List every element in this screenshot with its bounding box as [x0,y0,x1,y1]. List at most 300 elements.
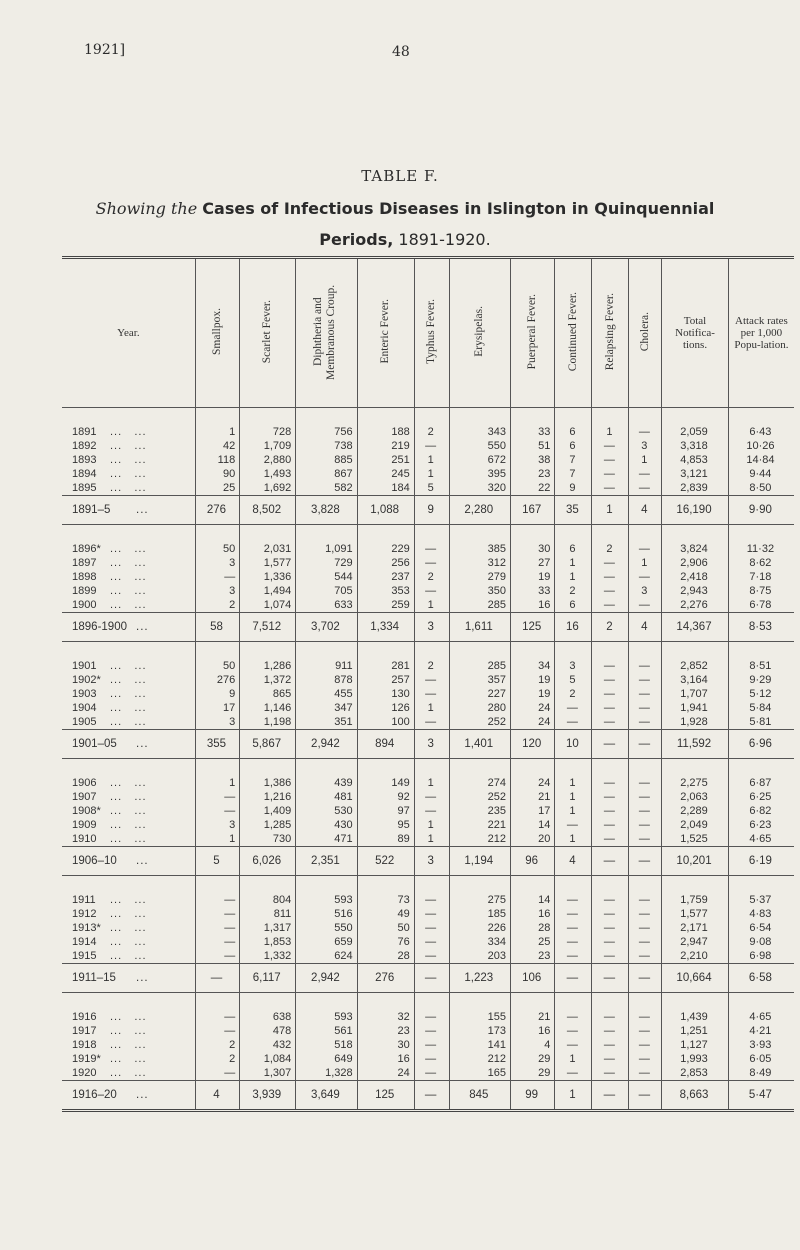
value-cell: 756 [296,408,357,440]
value-cell: 229 [357,525,414,557]
year-cell: 1915 ... ... [72,950,147,962]
value-cell: 9·08 [728,935,794,949]
value-cell: — [592,715,629,730]
value-cell: 334 [449,935,510,949]
value-cell: 1 [555,556,592,570]
total-value-cell: 5,867 [240,730,296,759]
value-cell: — [629,921,662,935]
value-cell: 90 [195,467,239,481]
year-cell: 1914 ... ... [72,936,147,948]
value-cell: — [629,525,662,557]
value-cell: 7 [555,453,592,467]
value-cell: — [555,1024,592,1038]
value-cell: 20 [510,832,554,847]
value-cell: 6·87 [728,759,794,791]
table-row [62,701,794,715]
total-value-cell: 4 [629,496,662,525]
value-cell: 395 [449,467,510,481]
value-cell: 165 [449,1066,510,1081]
period-label-cell: 1901–05 ... [62,730,195,759]
table-row [62,642,794,674]
value-cell: 2,880 [240,453,296,467]
value-cell: 19 [510,570,554,584]
value-cell: — [592,598,629,613]
value-cell: — [592,570,629,584]
total-value-cell: 4 [555,847,592,876]
table-row [62,439,794,453]
header-row [62,258,794,408]
total-value-cell: 2,942 [296,964,357,993]
value-cell: 5 [555,673,592,687]
value-cell: — [629,467,662,481]
period-total-row [62,496,794,525]
year-cell: 1907 ... ... [72,791,147,803]
total-value-cell: — [592,1081,629,1111]
table-row [62,804,794,818]
value-cell: — [592,673,629,687]
value-cell: — [629,715,662,730]
value-cell: — [592,790,629,804]
value-cell: 8·62 [728,556,794,570]
value-cell: 350 [449,584,510,598]
year-cell: 1919* ... ... [72,1053,147,1065]
value-cell: — [629,642,662,674]
value-cell: — [629,1066,662,1081]
total-value-cell: 276 [357,964,414,993]
period-group [62,525,794,642]
value-cell: 280 [449,701,510,715]
value-cell: — [414,1038,449,1052]
value-cell: 8·49 [728,1066,794,1081]
value-cell: 455 [296,687,357,701]
value-cell: 14·84 [728,453,794,467]
year-cell: 1893 ... ... [72,454,147,466]
value-cell: — [629,949,662,964]
value-cell: 1,759 [662,876,729,908]
value-cell: 1 [414,453,449,467]
value-cell: 2,853 [662,1066,729,1081]
value-cell: 4·83 [728,907,794,921]
total-value-cell: 6·58 [728,964,794,993]
value-cell: 347 [296,701,357,715]
value-cell: 9 [555,481,592,496]
value-cell: 1 [195,759,239,791]
value-cell: — [629,408,662,440]
table-row [62,687,794,701]
value-cell: 357 [449,673,510,687]
total-value-cell: 1,194 [449,847,510,876]
value-cell: — [414,993,449,1025]
total-value-cell: 58 [195,613,239,642]
value-cell: 149 [357,759,414,791]
value-cell: — [195,993,239,1025]
value-cell: 29 [510,1052,554,1066]
value-cell: — [592,1052,629,1066]
value-cell: 17 [195,701,239,715]
value-cell: 1,577 [240,556,296,570]
value-cell: 2,171 [662,921,729,935]
year-cell: 1913* ... ... [72,922,147,934]
year-cell: 1916 ... ... [72,1011,147,1023]
year-cell: 1909 ... ... [72,819,147,831]
value-cell: 281 [357,642,414,674]
value-cell: 1 [195,408,239,440]
value-cell: 4,853 [662,453,729,467]
value-cell: 1 [414,467,449,481]
value-cell: — [592,439,629,453]
value-cell: 1,386 [240,759,296,791]
value-cell: 3 [629,439,662,453]
table-row [62,556,794,570]
year-cell: 1896* ... ... [72,543,147,555]
total-value-cell: 9 [414,496,449,525]
value-cell: 1,091 [296,525,357,557]
value-cell: 16 [510,1024,554,1038]
value-cell: 6·05 [728,1052,794,1066]
value-cell: — [629,818,662,832]
value-cell: 1 [414,818,449,832]
value-cell: 95 [357,818,414,832]
total-value-cell: 845 [449,1081,510,1111]
col-header-total-notifications: Total Notifica-tions. [662,258,729,408]
value-cell: 24 [510,715,554,730]
total-value-cell: — [592,730,629,759]
value-cell: — [592,759,629,791]
value-cell: 3 [195,584,239,598]
total-value-cell: 125 [510,613,554,642]
value-cell: 245 [357,467,414,481]
value-cell: 23 [510,467,554,481]
value-cell: — [629,804,662,818]
value-cell: 728 [240,408,296,440]
value-cell: 1,074 [240,598,296,613]
total-value-cell: 99 [510,1081,554,1111]
year-cell: 1908* ... ... [72,805,147,817]
value-cell: 1,709 [240,439,296,453]
table-row [62,1052,794,1066]
value-cell: — [629,1024,662,1038]
total-value-cell: 14,367 [662,613,729,642]
value-cell: 16 [510,598,554,613]
table-row [62,408,794,440]
total-value-cell: 3,702 [296,613,357,642]
value-cell: — [629,687,662,701]
value-cell: — [592,701,629,715]
value-cell: 23 [510,949,554,964]
total-value-cell: — [555,964,592,993]
value-cell: 1,494 [240,584,296,598]
value-cell: — [555,907,592,921]
table-title: TABLE F. [361,167,439,185]
value-cell: — [414,673,449,687]
table-row [62,949,794,964]
value-cell: 6 [555,408,592,440]
year-cell: 1899 ... ... [72,585,147,597]
value-cell: 285 [449,598,510,613]
value-cell: 50 [195,525,239,557]
value-cell: 1 [629,556,662,570]
value-cell: 1 [555,759,592,791]
value-cell: 25 [195,481,239,496]
value-cell: 97 [357,804,414,818]
value-cell: 1,332 [240,949,296,964]
value-cell: 21 [510,790,554,804]
value-cell: 811 [240,907,296,921]
value-cell: 5·37 [728,876,794,908]
value-cell: 1,336 [240,570,296,584]
value-cell: — [592,804,629,818]
total-value-cell: 4 [195,1081,239,1111]
value-cell: — [629,993,662,1025]
table-row [62,1038,794,1052]
total-value-cell: 5 [195,847,239,876]
period-label-cell: 1916–20 ... [62,1081,195,1111]
value-cell: — [195,876,239,908]
value-cell: — [592,556,629,570]
year-cell: 1892 ... ... [72,440,147,452]
value-cell: 257 [357,673,414,687]
year-cell: 1917 ... ... [72,1025,147,1037]
value-cell: 2,049 [662,818,729,832]
table-row [62,993,794,1025]
value-cell: 4·21 [728,1024,794,1038]
value-cell: 16 [510,907,554,921]
value-cell: 184 [357,481,414,496]
value-cell: — [592,453,629,467]
total-value-cell: 125 [357,1081,414,1111]
total-value-cell: 96 [510,847,554,876]
year-header: Year. [62,258,195,408]
period-total-row [62,1081,794,1111]
value-cell: 19 [510,687,554,701]
value-cell: 276 [195,673,239,687]
value-cell: 1 [414,832,449,847]
value-cell: 16 [357,1052,414,1066]
value-cell: — [592,687,629,701]
value-cell: 2,289 [662,804,729,818]
col-header-attack-rates: Attack rates per 1,000 Popu-lation. [728,258,794,408]
col-header-enteric-fever: Enteric Fever. [357,258,414,408]
total-value-cell: 6,026 [240,847,296,876]
page-header-year: 1921] [84,42,126,58]
value-cell: — [629,876,662,908]
total-value-cell: 4 [629,613,662,642]
table-row [62,818,794,832]
value-cell: 672 [449,453,510,467]
total-value-cell: 522 [357,847,414,876]
value-cell: 478 [240,1024,296,1038]
total-value-cell: 120 [510,730,554,759]
value-cell: 3,164 [662,673,729,687]
value-cell: — [414,439,449,453]
value-cell: 3·93 [728,1038,794,1052]
value-cell: — [414,1066,449,1081]
value-cell: 1 [555,832,592,847]
year-cell: 1918 ... ... [72,1039,147,1051]
value-cell: 1,317 [240,921,296,935]
value-cell: — [592,467,629,481]
value-cell: 2,031 [240,525,296,557]
total-value-cell: 9·90 [728,496,794,525]
value-cell: — [629,1052,662,1066]
value-cell: 2,059 [662,408,729,440]
value-cell: 593 [296,876,357,908]
value-cell: — [555,935,592,949]
value-cell: 28 [357,949,414,964]
year-cell: 1891 ... ... [72,426,147,438]
value-cell: 1,439 [662,993,729,1025]
year-cell: 1920 ... ... [72,1067,147,1079]
value-cell: 5·81 [728,715,794,730]
total-value-cell: 8,502 [240,496,296,525]
value-cell: 1,941 [662,701,729,715]
value-cell: 518 [296,1038,357,1052]
value-cell: — [592,481,629,496]
value-cell: 1,577 [662,907,729,921]
value-cell: 3,318 [662,439,729,453]
value-cell: 6·54 [728,921,794,935]
value-cell: — [195,1024,239,1038]
value-cell: 130 [357,687,414,701]
total-value-cell: 167 [510,496,554,525]
value-cell: 24 [510,701,554,715]
col-header-puerperal-fever: Puerperal Fever. [510,258,554,408]
total-value-cell: 10 [555,730,592,759]
value-cell: 2,947 [662,935,729,949]
value-cell: 8·50 [728,481,794,496]
value-cell: 2,276 [662,598,729,613]
value-cell: — [555,921,592,935]
period-group [62,408,794,525]
total-value-cell: 3,649 [296,1081,357,1111]
total-value-cell: 1 [555,1081,592,1111]
value-cell: 3 [195,818,239,832]
value-cell: 4 [510,1038,554,1052]
value-cell: — [592,921,629,935]
col-header-diphtheria: Diphtheria and Membranous Croup. [296,258,357,408]
value-cell: 1,127 [662,1038,729,1052]
col-header-typhus-fever: Typhus Fever. [414,258,449,408]
page-number: 48 [392,44,410,60]
value-cell: 227 [449,687,510,701]
subtitle-italic: Showing the [95,199,198,218]
value-cell: 624 [296,949,357,964]
value-cell: — [629,481,662,496]
value-cell: 34 [510,642,554,674]
value-cell: 275 [449,876,510,908]
table-row [62,790,794,804]
value-cell: 256 [357,556,414,570]
total-value-cell: — [414,964,449,993]
value-cell: — [555,818,592,832]
value-cell: 1 [414,759,449,791]
value-cell: 1 [629,453,662,467]
value-cell: — [414,921,449,935]
infectious-diseases-table [62,256,794,1112]
total-value-cell: 106 [510,964,554,993]
table-row [62,598,794,613]
value-cell: 1,307 [240,1066,296,1081]
value-cell: — [629,701,662,715]
value-cell: 865 [240,687,296,701]
value-cell: 439 [296,759,357,791]
value-cell: 8·51 [728,642,794,674]
value-cell: 550 [449,439,510,453]
value-cell: 1,084 [240,1052,296,1066]
value-cell: 10·26 [728,439,794,453]
table-row [62,525,794,557]
value-cell: 11·32 [728,525,794,557]
value-cell: 6·23 [728,818,794,832]
total-value-cell: 355 [195,730,239,759]
value-cell: 92 [357,790,414,804]
total-value-cell: — [592,964,629,993]
value-cell: — [414,790,449,804]
value-cell: 1,216 [240,790,296,804]
value-cell: 203 [449,949,510,964]
value-cell: — [629,570,662,584]
value-cell: 1,707 [662,687,729,701]
value-cell: 76 [357,935,414,949]
table-row [62,907,794,921]
value-cell: — [195,790,239,804]
total-value-cell: 6·96 [728,730,794,759]
value-cell: 867 [296,467,357,481]
year-cell: 1912 ... ... [72,908,147,920]
value-cell: 3 [195,556,239,570]
value-cell: — [414,876,449,908]
total-value-cell: 276 [195,496,239,525]
table-row [62,453,794,467]
value-cell: 1 [555,804,592,818]
value-cell: 432 [240,1038,296,1052]
value-cell: 285 [449,642,510,674]
value-cell: 649 [296,1052,357,1066]
year-cell: 1895 ... ... [72,482,147,494]
value-cell: 2,063 [662,790,729,804]
value-cell: 638 [240,993,296,1025]
value-cell: 5 [414,481,449,496]
value-cell: 544 [296,570,357,584]
period-group [62,759,794,876]
value-cell: 6 [555,525,592,557]
value-cell: 23 [357,1024,414,1038]
value-cell: — [629,1038,662,1052]
value-cell: 38 [510,453,554,467]
value-cell: — [592,1038,629,1052]
value-cell: — [629,832,662,847]
value-cell: 3 [555,642,592,674]
table-row [62,673,794,687]
value-cell: — [555,949,592,964]
table-row [62,1066,794,1081]
value-cell: 1,853 [240,935,296,949]
value-cell: 2 [414,642,449,674]
year-cell: 1897 ... ... [72,557,147,569]
value-cell: 1 [414,701,449,715]
value-cell: 2 [555,687,592,701]
year-cell: 1905 ... ... [72,716,147,728]
table-row [62,481,794,496]
total-value-cell: — [629,847,662,876]
value-cell: 320 [449,481,510,496]
value-cell: — [414,907,449,921]
value-cell: 471 [296,832,357,847]
col-header-erysipelas: Erysipelas. [449,258,510,408]
value-cell: 6 [555,598,592,613]
value-cell: 33 [510,584,554,598]
value-cell: 1 [555,1052,592,1066]
